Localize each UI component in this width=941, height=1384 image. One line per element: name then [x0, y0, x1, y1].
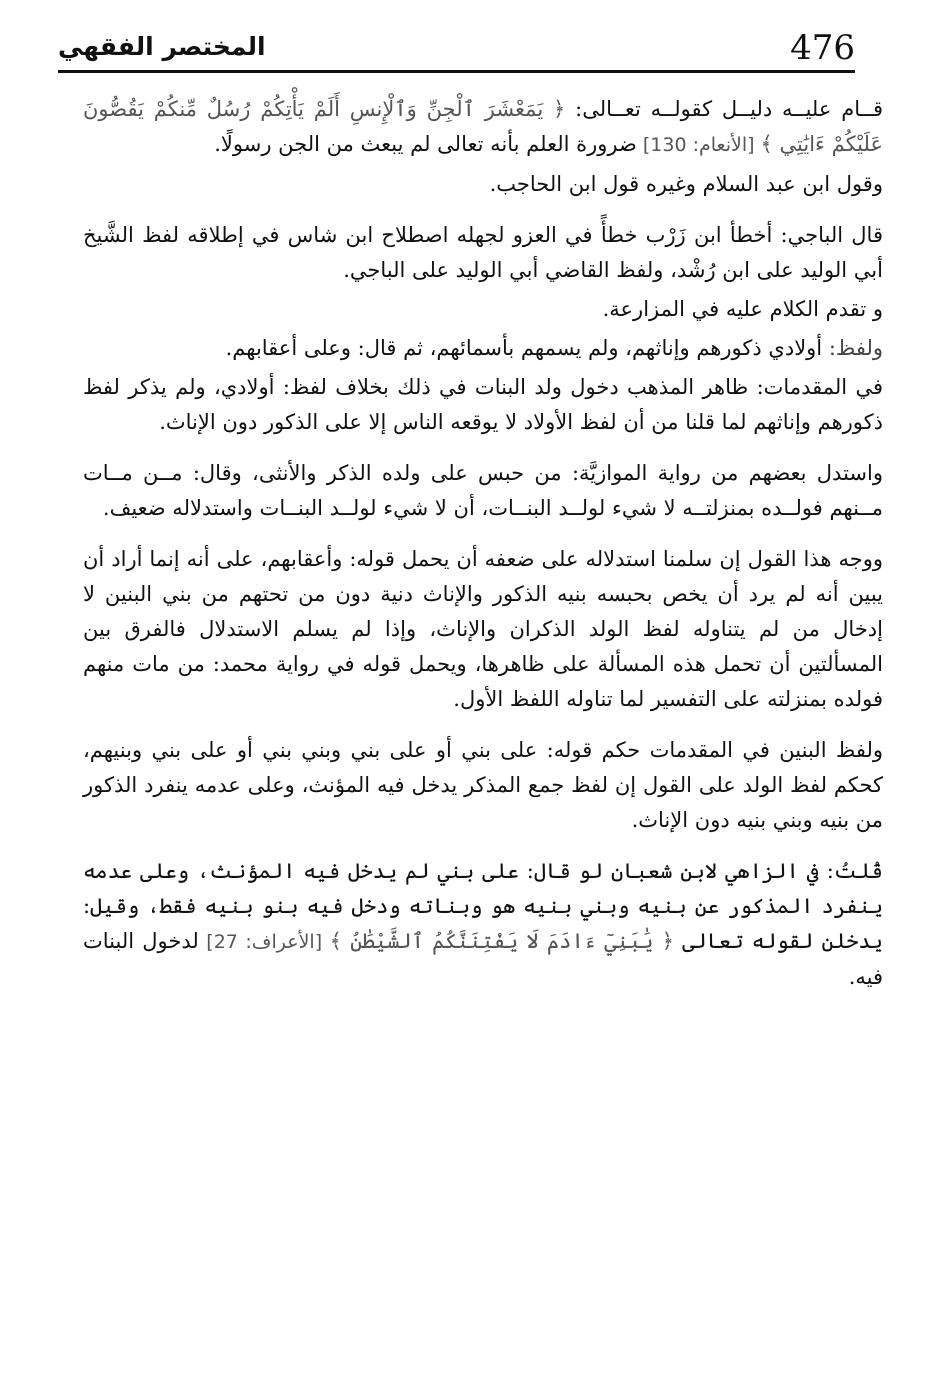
quran-verse-anam: ﴿ يَمَعْشَرَ ٱلْجِنِّ وَٱلْإِنسِ أَلَمْ يَأْتِكُمْ رُسُلٌ مِّنكُمْ يَقُصُّونَ عَلَيْكُمْ ءَايَٰتِي ﴾	[83, 97, 883, 156]
paragraph-10-intro: قُلتُ: في الزاهي لابن شعبان لو قال: على بني لم يدخل فيه المؤنث، وعلى عدمه ينفرد المذكور عن بنيه وبني بنيه هو وبناته ودخل فيه بنو بنيه فقط، وقيل: يدخلن لقوله تعالى	[83, 859, 883, 953]
paragraph-7: واستدل بعضهم من رواية الموازيَّة: من حبس على ولده الذكر والأنثى، وقال: مــن مــات مــنهم فولــده بمنزلتــه لا شيء لولــد البنــات، أن لا شيء لولــد البنــات واستدلاله ضعيف.	[83, 461, 883, 520]
paragraph-5-faded-lead: ولفظ:	[822, 336, 883, 360]
page-number: 476	[790, 28, 855, 68]
paragraph-4: و تقدم الكلام عليه في المزارعة.	[602, 297, 883, 321]
paragraph-3: قال الباجي: أخطأ ابن زَرْب خطأً في العزو لجهله اصطلاح ابن شاس في إطلاقه لفظ الشَّيخ أبي الوليد على ابن رُشْد، ولفظ القاضي أبي الوليد على الباجي.	[83, 223, 883, 282]
running-title: المختصر الفقهي	[58, 32, 266, 61]
page-header	[58, 26, 855, 73]
verse-reference-araf: [الأعراف: 27]	[198, 931, 330, 953]
paragraph-10	[83, 854, 883, 995]
verse-reference-anam: [الأنعام: 130]	[636, 134, 761, 156]
paragraph-10-rest: لدخول البنات فيه.	[83, 929, 883, 989]
paragraph-2: وقول ابن عبد السلام وغيره قول ابن الحاجب.	[489, 172, 883, 196]
paragraph-8: ووجه هذا القول إن سلمنا استدلاله على ضعفه أن يحمل قوله: وأعقابهم، على أنه إنما أراد أن يبين أنه لم يرد أن يخص بحبسه بنيه الذكور والإناث دنية دون من تحتهم من بني البنين لا إدخال من لم يتناوله لفظ الولد الذكران والإناث، وإذا لم يسلم الاستدلال فالفرق بين المسألتين أن تحمل هذه المسألة على ظاهرها، ويحمل قوله في رواية محمد: من مات منهم فولده بمنزلته على التفسير لما تناوله اللفظ الأول.	[83, 547, 883, 711]
paragraph-1-intro: قــام عليــه دليــل كقولــه تعــالى:	[565, 97, 883, 121]
paragraph-5-text: أولادي ذكورهم وإناثهم، ولم يسمهم بأسمائهم، ثم قال: وعلى أعقابهم.	[225, 336, 823, 360]
paragraph-9: ولفظ البنين في المقدمات حكم قوله: على بني أو على بني وبني بني أو على بني وبنيهم، كحكم لفظ الولد على القول إن لفظ جمع المذكر يدخل فيه المؤنث، وعلى عدمه ينفرد الذكور من بنيه وبني بنيه دون الإناث.	[83, 738, 883, 832]
body-text	[83, 92, 883, 1011]
quran-verse-araf: ﴿ يَٰبَنِيٓ ءَادَمَ لَا يَفْتِنَنَّكُمُ ٱلشَّيْطَٰنُ ﴾	[329, 929, 674, 953]
paragraph-1	[83, 92, 883, 163]
paragraph-5	[83, 331, 883, 366]
paragraph-6: في المقدمات: ظاهر المذهب دخول ولد البنات في ذلك بخلاف لفظ: أولادي، ولم يذكر لفظ ذكورهم وإناثهم لما قلنا من أن لفظ الأولاد لا يوقعه الناس إلا على الذكور دون الإناث.	[83, 375, 883, 434]
paragraph-1-rest: ضرورة العلم بأنه تعالى لم يبعث من الجن رسولًا.	[214, 132, 637, 156]
